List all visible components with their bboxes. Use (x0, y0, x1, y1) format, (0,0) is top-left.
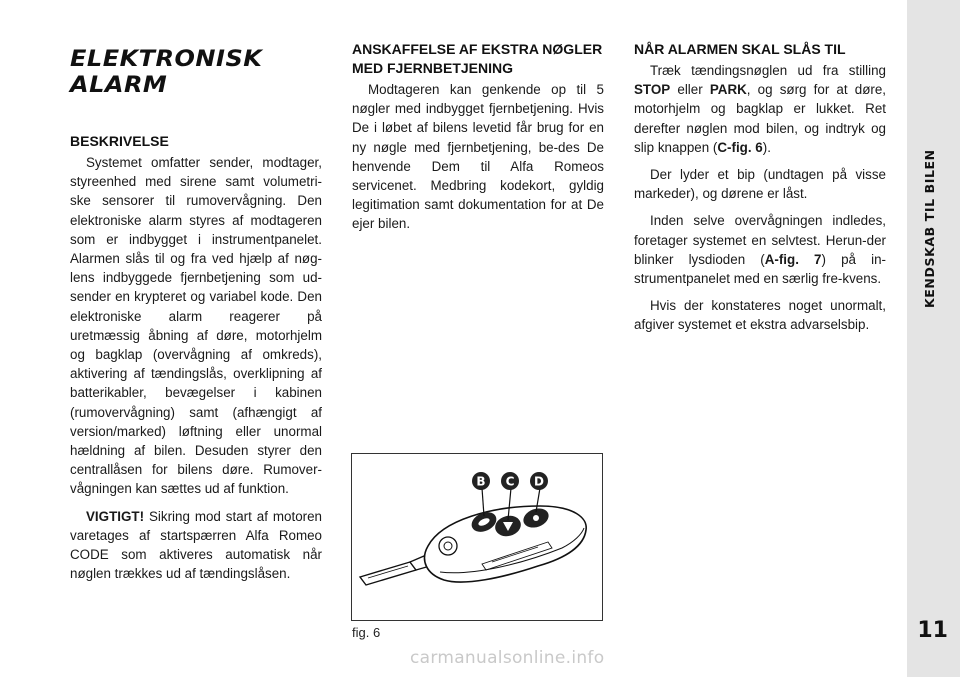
text-run: ). (762, 139, 771, 155)
column-left (70, 40, 322, 591)
side-rail (907, 0, 960, 677)
section-title: ELEKTRONISK ALARM (70, 46, 263, 98)
label-b: B (476, 474, 486, 489)
paragraph-selftest (634, 211, 886, 288)
paragraph-beep: Der lyder et bip (undtagen på visse markeder), og dørene er låst. (634, 167, 886, 202)
key-blade (360, 556, 430, 585)
park-keyword: PARK (709, 82, 747, 98)
text-run: Inden selve overvågningen indledes, foretager systemet en selvtest. Herun-der blinker lysdioden ( (634, 213, 886, 267)
callout-b (472, 472, 490, 490)
label-c: C (505, 474, 515, 489)
paragraph-abnormal: Hvis der konstateres noget unormalt, afgiver systemet et ekstra advarselsbip. (634, 298, 886, 333)
callout-d (530, 472, 548, 490)
watermark: carmanualsonline.info (410, 648, 605, 668)
text-run: eller (670, 82, 710, 98)
figure-reference: C-fig. 6 (717, 139, 763, 155)
text-run: , og sørg for at døre, motorhjelm og bagklap er lukket. Ret derefter nøglen mod bilen, og indtryk og slip knappen ( (634, 82, 887, 155)
paragraph-warning (70, 507, 322, 584)
key-illustration (352, 454, 602, 620)
label-d: D (534, 474, 544, 489)
page-number: 11 (917, 618, 948, 643)
heading-extra-keys: ANSKAFFELSE AF EKSTRA NØGLER MED FJERNBETJENING (352, 41, 603, 76)
paragraph-alarm-on (634, 61, 886, 157)
paragraph-description: Systemet omfatter sender, modtager, styreenhed med sirene samt volumetri-ske sensorer til rumovervågning. Den elektroniske alarm styres af modtageren som er indbygget i instrumentpanelet. Alarmen slås til og fra ved hjælp af nøg-lens indbyggede fjernbetjening som ud-sender en krypteret og variabel kode. Den elektroniske alarm reagerer på uretmæssig åbning af døre, motorhjelm og bagklap (overvågning af omkreds), aktivering af tændingslås, overklipning af batterikabler, bevægelser i kabinen (rumovervågning) samt (afhængigt af version/marked) løftning eller unormal hældning af bilen. Desuden styrer den centrallåsen for bilens døre. Rumover-vågningen kan sættes ud af funktion. (70, 155, 322, 497)
callout-c (501, 472, 519, 490)
stop-keyword: STOP (634, 82, 671, 98)
warning-text: Sikring mod start af motoren varetages af startspærren Alfa Romeo CODE som aktiveres automatisk når nøglen trækkes ud af tændingslåsen. (70, 508, 322, 582)
chapter-label: KENDSKAB TIL BILEN (922, 149, 937, 308)
column-right (634, 40, 886, 343)
heading-beskrivelse: BESKRIVELSE (70, 133, 169, 149)
figure-reference: A-fig. 7 (764, 251, 822, 267)
paragraph-extra-keys: Modtageren kan genkende op til 5 nøgler med indbygget fjernbetjening. Hvis De i løbet af bilens levetid får brug for en ny nøgle med fjernbetjening, be-des De henvende Dem til Alfa Romeos servicenet. Medbring kodekort, gyldig legitimation samt dokumentation for at De ejer bilen. (352, 82, 604, 232)
figure-key-remote (351, 453, 603, 621)
column-middle (352, 40, 604, 242)
text-run: ) på in-strumentpanelet med en særlig fre-kvens. (634, 251, 886, 287)
heading-alarm-on: NÅR ALARMEN SKAL SLÅS TIL (634, 41, 846, 57)
text-run: Træk tændingsnøglen ud fra stilling (650, 63, 886, 78)
warning-label: VIGTIGT! (86, 508, 145, 524)
figure-caption: fig. 6 (352, 625, 381, 640)
